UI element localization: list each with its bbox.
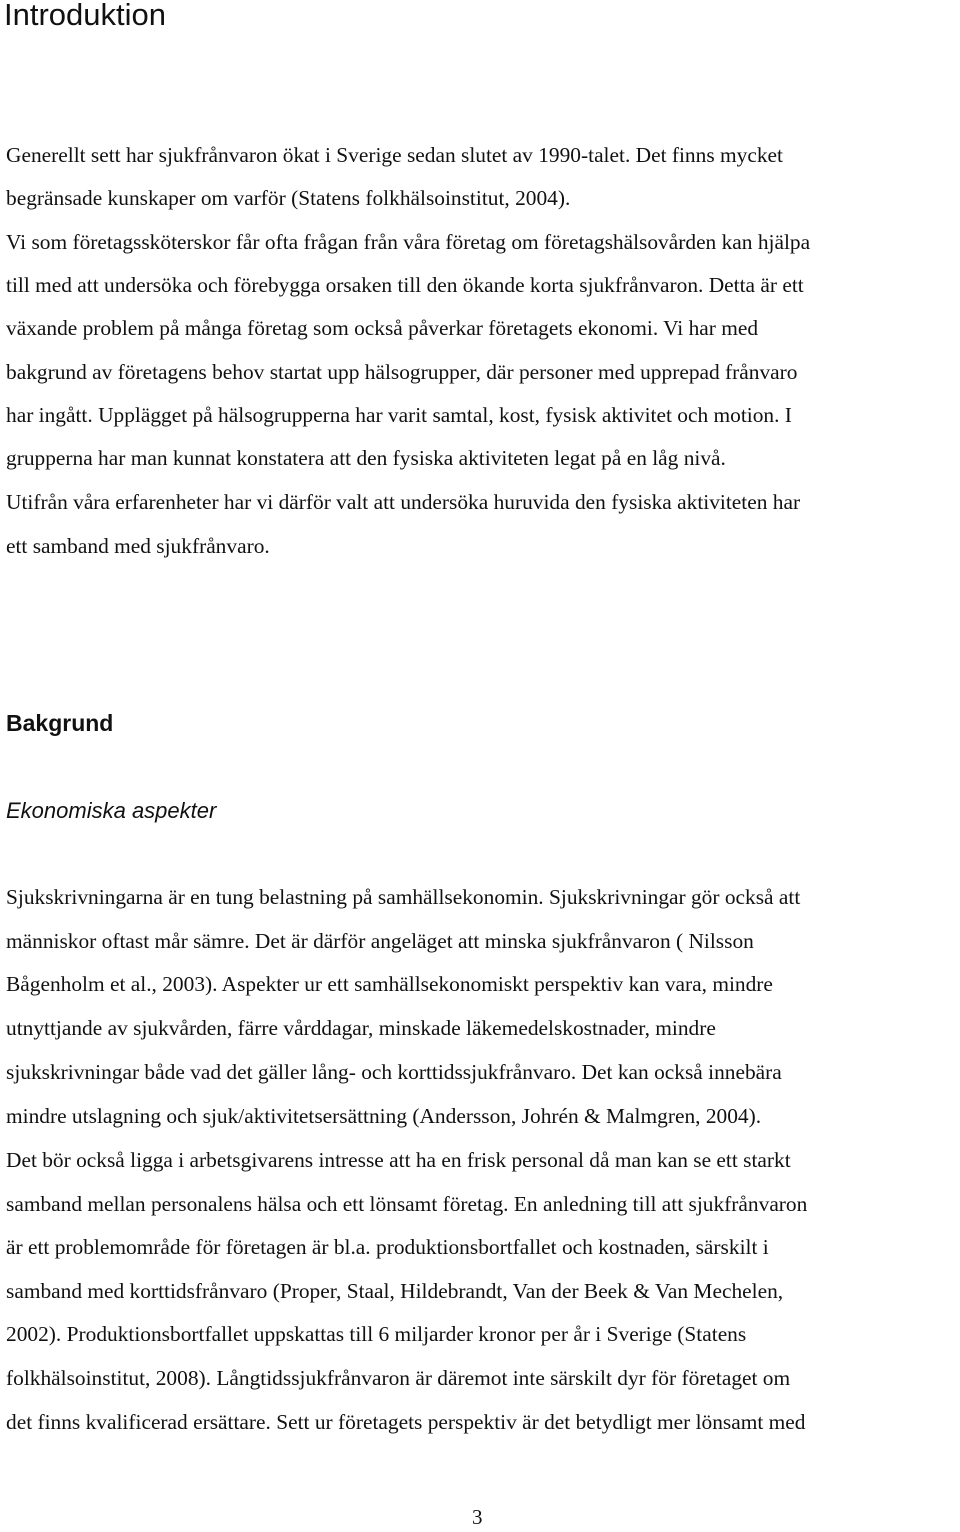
intro-line: begränsade kunskaper om varför (Statens folkhälsoinstitut, 2004). [6,186,571,210]
body-line: utnyttjande av sjukvården, färre vårddagar, minskade läkemedelskostnader, mindre [6,1016,716,1040]
intro-line: grupperna har man kunnat konstatera att den fysiska aktiviteten legat på en låg nivå. [6,446,726,470]
body-line: Sjukskrivningarna är en tung belastning på samhällsekonomin. Sjukskrivningar gör också att [6,885,801,909]
page-heading: Introduktion [4,0,166,32]
body-line: Det bör också ligga i arbetsgivarens intresse att ha en frisk personal då man kan se ett starkt [6,1148,791,1172]
intro-line: Vi som företagssköterskor får ofta frågan från våra företag om företagshälsovården kan hjälpa [6,230,811,254]
body-line: det finns kvalificerad ersättare. Sett ur företagets perspektiv är det betydligt mer lönsamt med [6,1410,806,1434]
body-line: mindre utslagning och sjuk/aktivitetsersättning (Andersson, Johrén & Malmgren, 2004). [6,1104,762,1128]
body-line: är ett problemområde för företagen är bl.a. produktionsbortfallet och kostnaden, särskilt i [6,1235,769,1259]
intro-line: växande problem på många företag som också påverkar företagets ekonomi. Vi har med [6,316,759,340]
intro-line: ett samband med sjukfrånvaro. [6,534,270,558]
body-line: sjukskrivningar både vad det gäller lång- och korttidssjukfrånvaro. Det kan också innebära [6,1060,782,1084]
intro-line: Utifrån våra erfarenheter har vi därför valt att undersöka huruvida den fysiska aktiviteten har [6,490,801,514]
body-line: 2002). Produktionsbortfallet uppskattas till 6 miljarder kronor per år i Sverige (Statens [6,1322,747,1346]
body-line: folkhälsoinstitut, 2008). Långtidssjukfrånvaron är däremot inte särskilt dyr för företaget om [6,1366,791,1390]
intro-line: har ingått. Upplägget på hälsogrupperna har varit samtal, kost, fysisk aktivitet och motion. I [6,403,792,427]
intro-line: Generellt sett har sjukfrånvaron ökat i Sverige sedan slutet av 1990-talet. Det finns mycket [6,143,783,167]
subsection-heading: Ekonomiska aspekter [6,798,217,823]
intro-line: bakgrund av företagens behov startat upp hälsogrupper, där personer med upprepad frånvaro [6,360,798,384]
body-line: människor oftast mår sämre. Det är därför angeläget att minska sjukfrånvaron ( Nilsson [6,929,754,953]
body-line: samband med korttidsfrånvaro (Proper, Staal, Hildebrandt, Van der Beek & Van Mechelen, [6,1279,784,1303]
intro-line: till med att undersöka och förebygga orsaken till den ökande korta sjukfrånvaron. Detta är ett [6,273,804,297]
body-line: samband mellan personalens hälsa och ett lönsamt företag. En anledning till att sjukfrånvaron [6,1192,808,1216]
page-number: 3 [472,1505,483,1529]
body-line: Bågenholm et al., 2003). Aspekter ur ett samhällsekonomiskt perspektiv kan vara, mindre [6,972,773,996]
section-heading: Bakgrund [6,710,114,736]
